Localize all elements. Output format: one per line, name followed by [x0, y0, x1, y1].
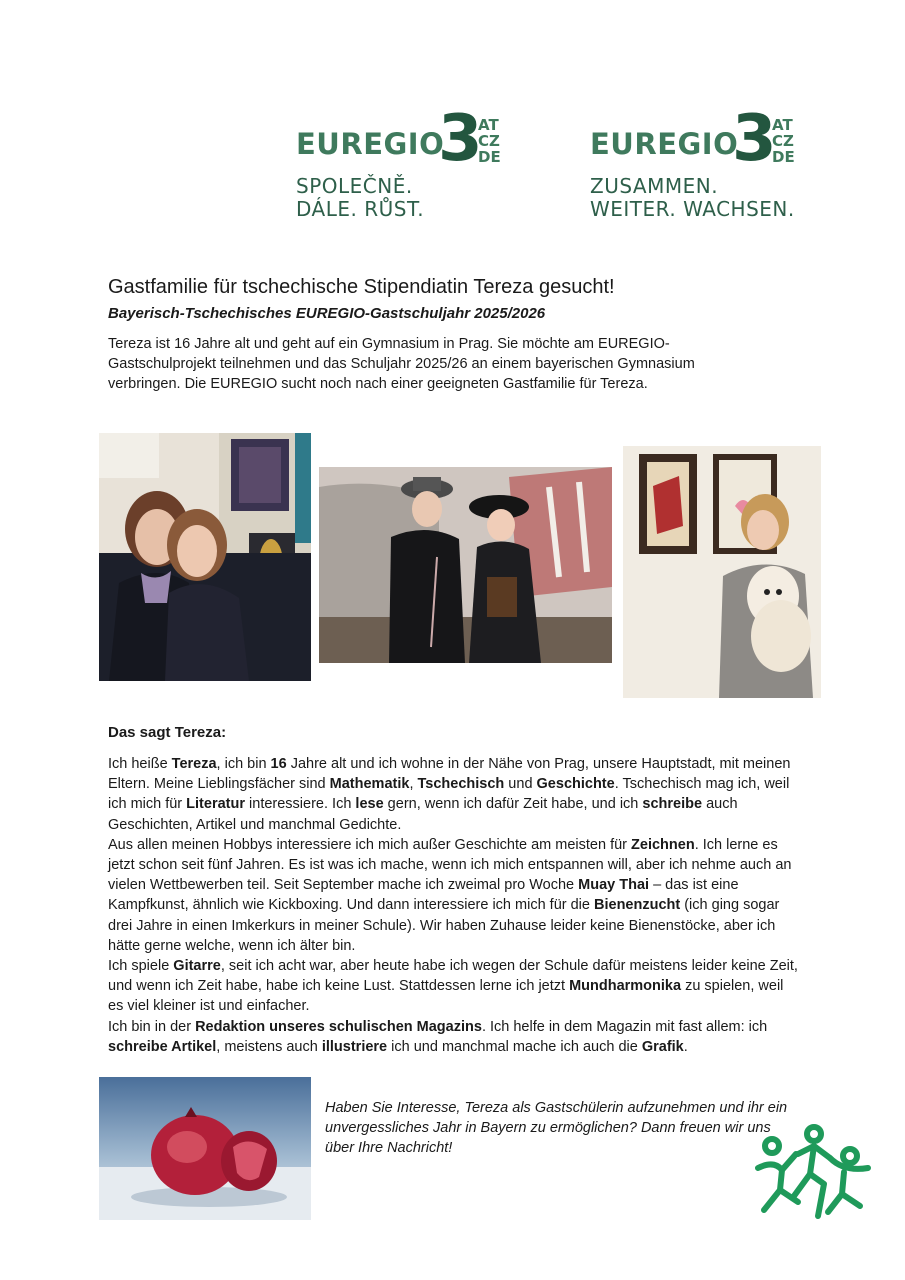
emphasis-text: lese [355, 796, 384, 813]
logo-code: AT [772, 116, 793, 134]
euregio-logo-cz [296, 102, 501, 221]
section-heading: Das sagt Tereza: [108, 724, 227, 741]
body-text-run: . [683, 1038, 688, 1055]
photo-girl-with-dog [623, 446, 821, 698]
body-text-run: , meistens auch [216, 1038, 322, 1055]
body-text-run: Aus allen meinen Hobbys interessiere ich mich außer Geschichte am meisten für [108, 836, 632, 853]
emphasis-text: 16 [270, 756, 287, 772]
emphasis-text: Tereza [171, 756, 217, 772]
body-text-run: . Tschechisch mag ich, weil ich mich für [108, 776, 790, 813]
body-text-run: , seit ich acht war, aber heute habe ich wegen der Schule dafür meistens leider keine Zeit, und wenn ich Zeit habe, habe ich keine Lust. Stattdessen lerne ich jetzt [108, 958, 798, 995]
logo-country-codes [772, 117, 795, 165]
logo-code: DE [478, 148, 501, 166]
logo-numeral: 3 [438, 102, 483, 176]
body-text-run: Ich spiele [108, 958, 174, 975]
logo-code: AT [478, 116, 499, 134]
closing-appeal: Haben Sie Interesse, Tereza als Gastschülerin aufzunehmen und ihr ein unvergessliches Jahr in Bayern zu ermöglichen? Dann freuen wir uns über Ihre Nachricht! [325, 1100, 788, 1156]
emphasis-text: Redaktion unseres schulischen Magazins [195, 1018, 482, 1035]
logo-brand-text: EUREGIO [590, 127, 739, 161]
emphasis-text: illustriere [321, 1038, 388, 1055]
body-text-run: . Ich lerne es jetzt schon seit fünf Jahren. Es ist was ich mache, wenn ich mich entspannen will, aber ich nehme auch an vielen Wettbewerben teil. Seit September mache ich zweimal pro Woche [108, 836, 792, 894]
logo-wordmark [590, 102, 795, 177]
statement-paragraph [108, 956, 798, 1017]
logo-code: CZ [478, 132, 500, 150]
emphasis-text: schreibe [642, 796, 703, 813]
emphasis-text: Tschechisch [417, 776, 505, 793]
logo-slogan-line: DÁLE. RŮST. [296, 197, 425, 221]
painting-pomegranate [99, 1077, 311, 1220]
logo-slogan [590, 175, 795, 221]
logo-code: DE [772, 148, 795, 166]
body-text-run: (ich ging sogar drei Jahre in einen Imkerkurs in meiner Schule). Wir haben Zuhause leider keine Bienenstöcke, aber ich hätte gerne welche, wenn ich älter bin. [108, 897, 780, 954]
statement-paragraph [108, 835, 798, 956]
logo-slogan-line: ZUSAMMEN. [590, 174, 719, 198]
emphasis-text: Muay Thai [578, 877, 650, 894]
body-text-run: ich und manchmal mache ich auch die [387, 1038, 642, 1055]
emphasis-text: Gitarre [173, 958, 221, 975]
body-text-run: zu spielen, weil es viel kleiner ist und einfacher. [108, 978, 784, 1015]
emphasis-text: Mundharmonika [569, 978, 682, 995]
emphasis-text: Geschichte [536, 776, 615, 793]
logo-code: CZ [772, 132, 794, 150]
body-text-run: Ich bin in der [108, 1018, 196, 1035]
emphasis-text: Bienenzucht [594, 897, 681, 914]
body-text-run: interessiere. Ich [245, 796, 356, 813]
emphasis-text: schreibe Artikel [108, 1038, 217, 1055]
body-text-run: Jahre alt und ich wohne in der Nähe von Prag, unsere Hauptstadt, mit meinen Eltern. Meine Lieblingsfächer sind [108, 756, 791, 793]
dancing-figures-icon [752, 1124, 874, 1233]
logo-country-codes [478, 117, 501, 165]
logo-numeral: 3 [732, 102, 777, 176]
page-title: Gastfamilie für tschechische Stipendiatin Tereza gesucht! [108, 276, 615, 298]
statement-paragraph [108, 754, 798, 835]
body-text-run: , [409, 776, 418, 793]
emphasis-text: Literatur [186, 796, 245, 813]
body-text-run: – das ist eine Kampfkunst, ähnlich wie Kickboxing. Und dann interessiere ich mich für die [108, 877, 739, 914]
euregio-logo-de [590, 102, 795, 221]
photo-medieval-costume [319, 467, 612, 663]
body-text-run: . Ich helfe in dem Magazin mit fast allem: ich [481, 1018, 768, 1035]
body-text-run: gern, wenn ich dafür Zeit habe, und ich [383, 796, 643, 813]
page-subtitle: Bayerisch-Tschechisches EUREGIO-Gastschuljahr 2025/2026 [108, 305, 546, 322]
emphasis-text: Grafik [641, 1038, 684, 1055]
statement-paragraph [108, 1017, 798, 1057]
intro-paragraph: Tereza ist 16 Jahre alt und geht auf ein Gymnasium in Prag. Sie möchte am EUREGIO-Gastschulprojekt teilnehmen und das Schuljahr 2025/26 an einem bayerischen Gymnasium verbringen. Die EUREGIO sucht noch nach einer geeigneten Gastfamilie für Tereza. [108, 336, 695, 392]
body-text-run: und [504, 776, 537, 793]
logo-wordmark [296, 102, 501, 177]
emphasis-text: Zeichnen [631, 836, 695, 853]
logo-brand-text: EUREGIO [296, 127, 445, 161]
body-text-run: , ich bin [216, 756, 271, 772]
logo-slogan [296, 175, 424, 221]
emphasis-text: Mathematik [329, 776, 410, 793]
photo-gallery-two-women [99, 433, 311, 681]
logo-slogan-line: SPOLEČNĚ. [296, 174, 413, 198]
logo-slogan-line: WEITER. WACHSEN. [590, 197, 795, 221]
body-text-run: auch Geschichten, Artikel und manchmal Gedichte. [108, 796, 738, 833]
body-text-run: Ich heiße [108, 756, 172, 772]
tereza-statement [108, 754, 798, 1057]
